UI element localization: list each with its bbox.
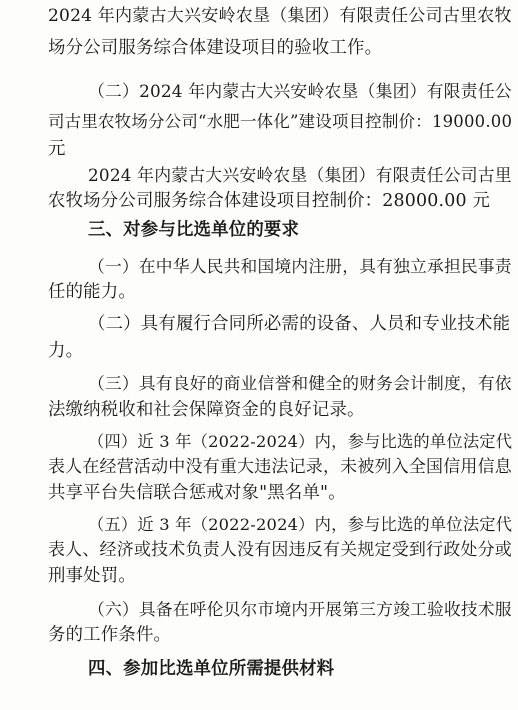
text-line: 任的能力。 [48,282,136,302]
text-line: 务的工作条件。 [48,625,172,645]
text-line: 力。 [48,341,84,361]
section-heading: 三、对参与比选单位的要求 [88,220,300,240]
text-line: （二）具有履行合同所必需的设备、人员和专业技术能 [88,314,511,334]
text-line: 司古里农牧场分公司“水肥一体化”建设项目控制价：19000.00 [48,112,513,131]
text-line: 表人在经营活动中没有重大违法记录，未被列入全国信用信息 [48,457,512,477]
text-line: （六）具备在呼伦贝尔市境内开展第三方竣工验收技术服 [88,599,512,619]
text-line: 元 [48,139,66,159]
text-line: 农牧场分公司服务综合体建设项目控制价：28000.00 元 [48,191,491,211]
text-line: 法缴纳税收和社会保障资金的良好记录。 [48,400,365,420]
section-heading: 四、参加比选单位所需提供材料 [88,659,335,679]
text-line: 场分公司服务综合体建设项目的验收工作。 [48,38,383,58]
text-line: （四）近 3 年（2022-2024）内，参与比选的单位法定代 [88,432,513,451]
text-line: 共享平台失信联合惩戒对象"黑名单"。 [48,483,346,503]
text-line: 2024 年内蒙古大兴安岭农垦（集团）有限责任公司古里 [88,165,512,185]
text-line: （三）具有良好的商业信誉和健全的财务会计制度，有依 [88,373,512,393]
text-line: 表人、经济或技术负责人没有因违反有关规定受到行政处分或 [48,540,512,560]
text-line: （二）2024 年内蒙古大兴安岭农垦（集团）有限责任公 [88,81,512,101]
text-line: （一）在中华人民共和国境内注册，具有独立承担民事责 [88,256,512,276]
text-line: 2024 年内蒙古大兴安岭农垦（集团）有限责任公司古里农牧 [48,6,512,26]
text-line: （五）近 3 年（2022-2024）内，参与比选的单位法定代 [88,515,513,534]
text-line: 刑事处罚。 [48,566,136,586]
